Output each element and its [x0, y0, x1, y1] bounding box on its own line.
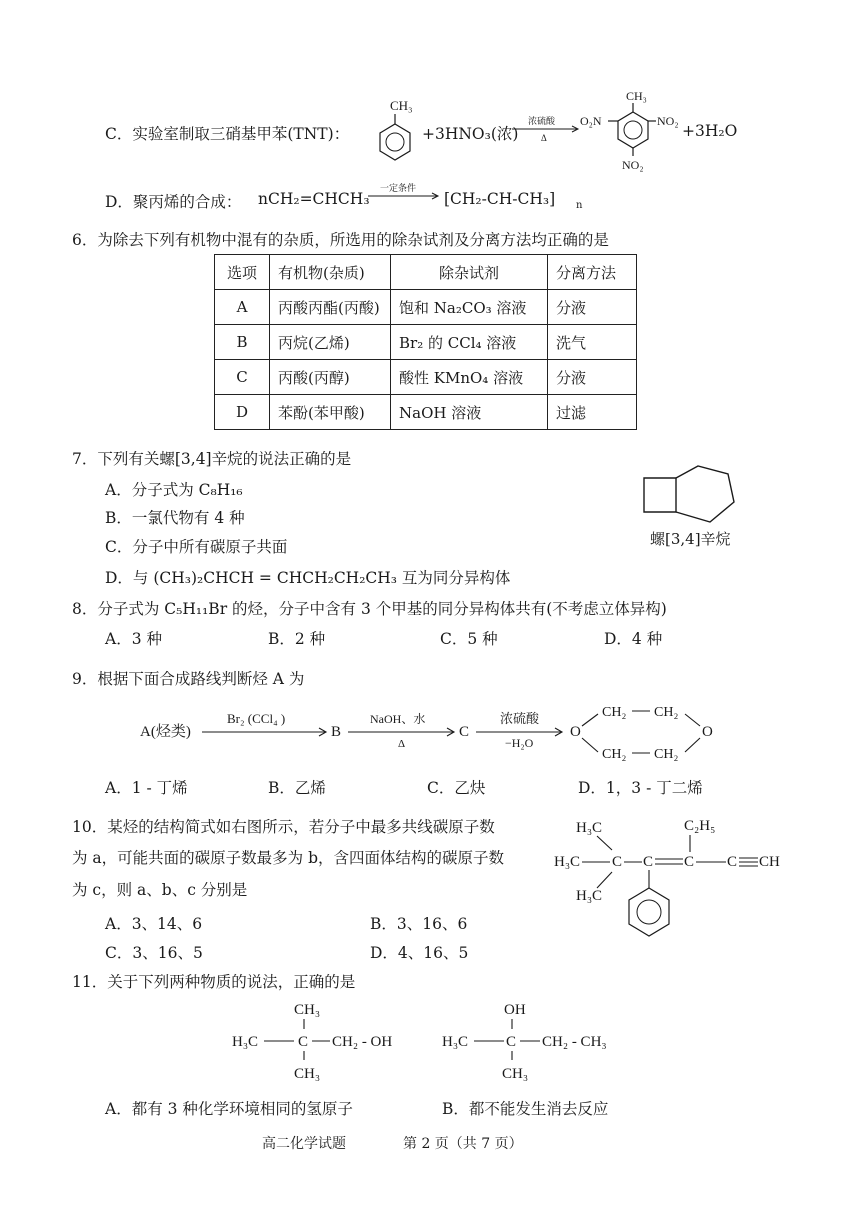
svg-text:A(烃类): A(烃类) [140, 724, 191, 740]
q6-stem: 6．为除去下列有机物中混有的杂质，所选用的除杂试剂及分离方法均正确的是 [72, 231, 609, 249]
svg-text:浓硫酸: 浓硫酸 [500, 711, 540, 726]
svg-text:C: C [643, 854, 654, 870]
footer-subject: 高二化学试题 [262, 1136, 346, 1152]
svg-text:O: O [570, 724, 581, 740]
svg-text:Δ: Δ [541, 133, 547, 143]
spiro-octane-structure [636, 464, 748, 526]
table-cell: 丙烷(乙烯) [270, 325, 391, 360]
table-cell: NaOH 溶液 [391, 395, 548, 430]
q11-option-a: A．都有 3 种化学环境相同的氢原子 [105, 1100, 353, 1118]
svg-text:B: B [331, 724, 342, 740]
table-cell: Br₂ 的 CCl₄ 溶液 [391, 325, 548, 360]
q10-option-d: D．4、16、5 [370, 944, 469, 962]
svg-text:CH₂: CH₂ [602, 747, 627, 762]
table-header-row [215, 255, 637, 290]
q5-d-product: [CH₂-CH-CH₃] [444, 190, 556, 208]
footer-page-number: 第 2 页（共 7 页） [403, 1136, 523, 1152]
svg-text:Br₂ (CCl₄ ): Br₂ (CCl₄ ) [227, 711, 286, 726]
q11-stem: 11．关于下列两种物质的说法，正确的是 [72, 973, 356, 991]
q6-table [214, 254, 637, 430]
svg-text:CH₃: CH₃ [626, 89, 647, 103]
table-cell: 酸性 KMnO₄ 溶液 [391, 360, 548, 395]
q9-option-a: A．1 - 丁烯 [105, 779, 188, 797]
svg-text:CH₂: CH₂ [654, 747, 679, 762]
svg-text:CH₃: CH₃ [294, 1002, 321, 1018]
q10-line2: 为 a，可能共面的碳原子数最多为 b，含四面体结构的碳原子数 [72, 849, 505, 867]
table-cell: A [215, 290, 270, 325]
svg-text:NaOH、水: NaOH、水 [370, 712, 426, 726]
q9-option-d: D．1，3 - 丁二烯 [578, 779, 703, 797]
table-header: 选项 [215, 255, 270, 290]
q9-option-b: B．乙烯 [268, 779, 326, 797]
svg-text:C: C [684, 854, 695, 870]
q10-line1: 10．某烃的结构简式如右图所示，若分子中最多共线碳原子数 [72, 818, 495, 836]
svg-text:OH: OH [504, 1002, 526, 1018]
q7-option-a: A．分子式为 C₈H₁₆ [105, 481, 243, 499]
svg-text:H₃C: H₃C [576, 820, 603, 836]
table-cell: 丙酸(丙醇) [270, 360, 391, 395]
table-row [215, 395, 637, 430]
svg-text:O₂N: O₂N [580, 114, 602, 128]
table-row [215, 325, 637, 360]
svg-text:CH₂: CH₂ [602, 705, 627, 720]
table-cell: 丙酸丙酯(丙酸) [270, 290, 391, 325]
table-cell: 饱和 Na₂CO₃ 溶液 [391, 290, 548, 325]
q10-line3: 为 c，则 a、b、c 分别是 [72, 881, 248, 899]
svg-text:H₃C: H₃C [232, 1034, 259, 1050]
svg-text:C: C [459, 724, 470, 740]
toluene-structure [360, 96, 420, 162]
q8-option-c: C．5 种 [440, 630, 498, 648]
q5-c-arrow [510, 112, 582, 146]
svg-text:一定条件: 一定条件 [380, 183, 417, 193]
q11-option-b: B．都不能发生消去反应 [442, 1100, 609, 1118]
q7-stem: 7．下列有关螺[3,4]辛烷的说法正确的是 [72, 450, 352, 468]
table-header: 除杂试剂 [391, 255, 548, 290]
q5-d-reactant: nCH₂=CHCH₃ [258, 190, 370, 208]
q8-option-b: B．2 种 [268, 630, 326, 648]
svg-text:C: C [298, 1034, 309, 1050]
q5-d-arrow [366, 182, 442, 204]
svg-text:C: C [727, 854, 738, 870]
q10-option-b: B．3、16、6 [370, 915, 468, 933]
table-cell: 过滤 [548, 395, 637, 430]
svg-text:Δ: Δ [398, 738, 406, 750]
tnt-structure [578, 86, 688, 174]
table-cell: C [215, 360, 270, 395]
spiro-octane-caption: 螺[3,4]辛烷 [650, 530, 731, 548]
q5-c-reagent: +3HNO₃(浓) [422, 125, 519, 143]
svg-text:CH₃: CH₃ [502, 1066, 529, 1082]
q10-hydrocarbon-structure [552, 810, 792, 950]
q5-option-c: C．实验室制取三硝基甲苯(TNT)： [105, 125, 350, 143]
svg-text:CH₂: CH₂ [654, 705, 679, 720]
svg-text:浓硫酸: 浓硫酸 [528, 116, 556, 126]
table-cell: 分液 [548, 290, 637, 325]
q8-option-d: D．4 种 [604, 630, 663, 648]
svg-text:O: O [702, 724, 713, 740]
svg-text:NO₂: NO₂ [622, 158, 644, 172]
svg-text:CH: CH [759, 854, 780, 870]
svg-text:−H₂O: −H₂O [505, 736, 534, 750]
table-row [215, 360, 637, 395]
svg-text:C: C [506, 1034, 517, 1050]
svg-text:NO₂: NO₂ [657, 114, 679, 128]
q11-structures [232, 994, 652, 1086]
table-header: 分离方法 [548, 255, 637, 290]
svg-text:CH₂ - CH₃: CH₂ - CH₃ [542, 1034, 607, 1050]
svg-text:CH₃: CH₃ [390, 98, 413, 113]
svg-text:CH₃: CH₃ [294, 1066, 321, 1082]
q7-option-d: D．与 (CH₃)₂CHCH = CHCH₂CH₂CH₃ 互为同分异构体 [105, 569, 511, 587]
q10-option-c: C．3、16、5 [105, 944, 203, 962]
table-header: 有机物(杂质) [270, 255, 391, 290]
q9-stem: 9．根据下面合成路线判断烃 A 为 [72, 670, 305, 688]
svg-text:C: C [612, 854, 623, 870]
q8-option-a: A．3 种 [105, 630, 162, 648]
table-cell: 苯酚(苯甲酸) [270, 395, 391, 430]
table-cell: D [215, 395, 270, 430]
q5-c-product: +3H₂O [682, 122, 738, 140]
svg-text:C₂H₅: C₂H₅ [684, 818, 716, 834]
svg-text:CH₂ - OH: CH₂ - OH [332, 1034, 393, 1050]
svg-text:H₃C: H₃C [554, 854, 581, 870]
q7-option-b: B．一氯代物有 4 种 [105, 509, 245, 527]
table-cell: B [215, 325, 270, 360]
svg-text:H₃C: H₃C [576, 888, 603, 904]
table-cell: 洗气 [548, 325, 637, 360]
q7-option-c: C．分子中所有碳原子共面 [105, 538, 288, 556]
q10-option-a: A．3、14、6 [105, 915, 203, 933]
q9-synthesis-route [130, 696, 730, 770]
table-row [215, 290, 637, 325]
table-cell: 分液 [548, 360, 637, 395]
q5-option-d: D．聚丙烯的合成： [105, 193, 242, 211]
q5-d-n: n [576, 200, 583, 211]
q9-option-c: C．乙炔 [427, 779, 486, 797]
q8-stem: 8．分子式为 C₅H₁₁Br 的烃，分子中含有 3 个甲基的同分异构体共有(不考虑立体异构) [72, 600, 667, 618]
svg-text:H₃C: H₃C [442, 1034, 469, 1050]
